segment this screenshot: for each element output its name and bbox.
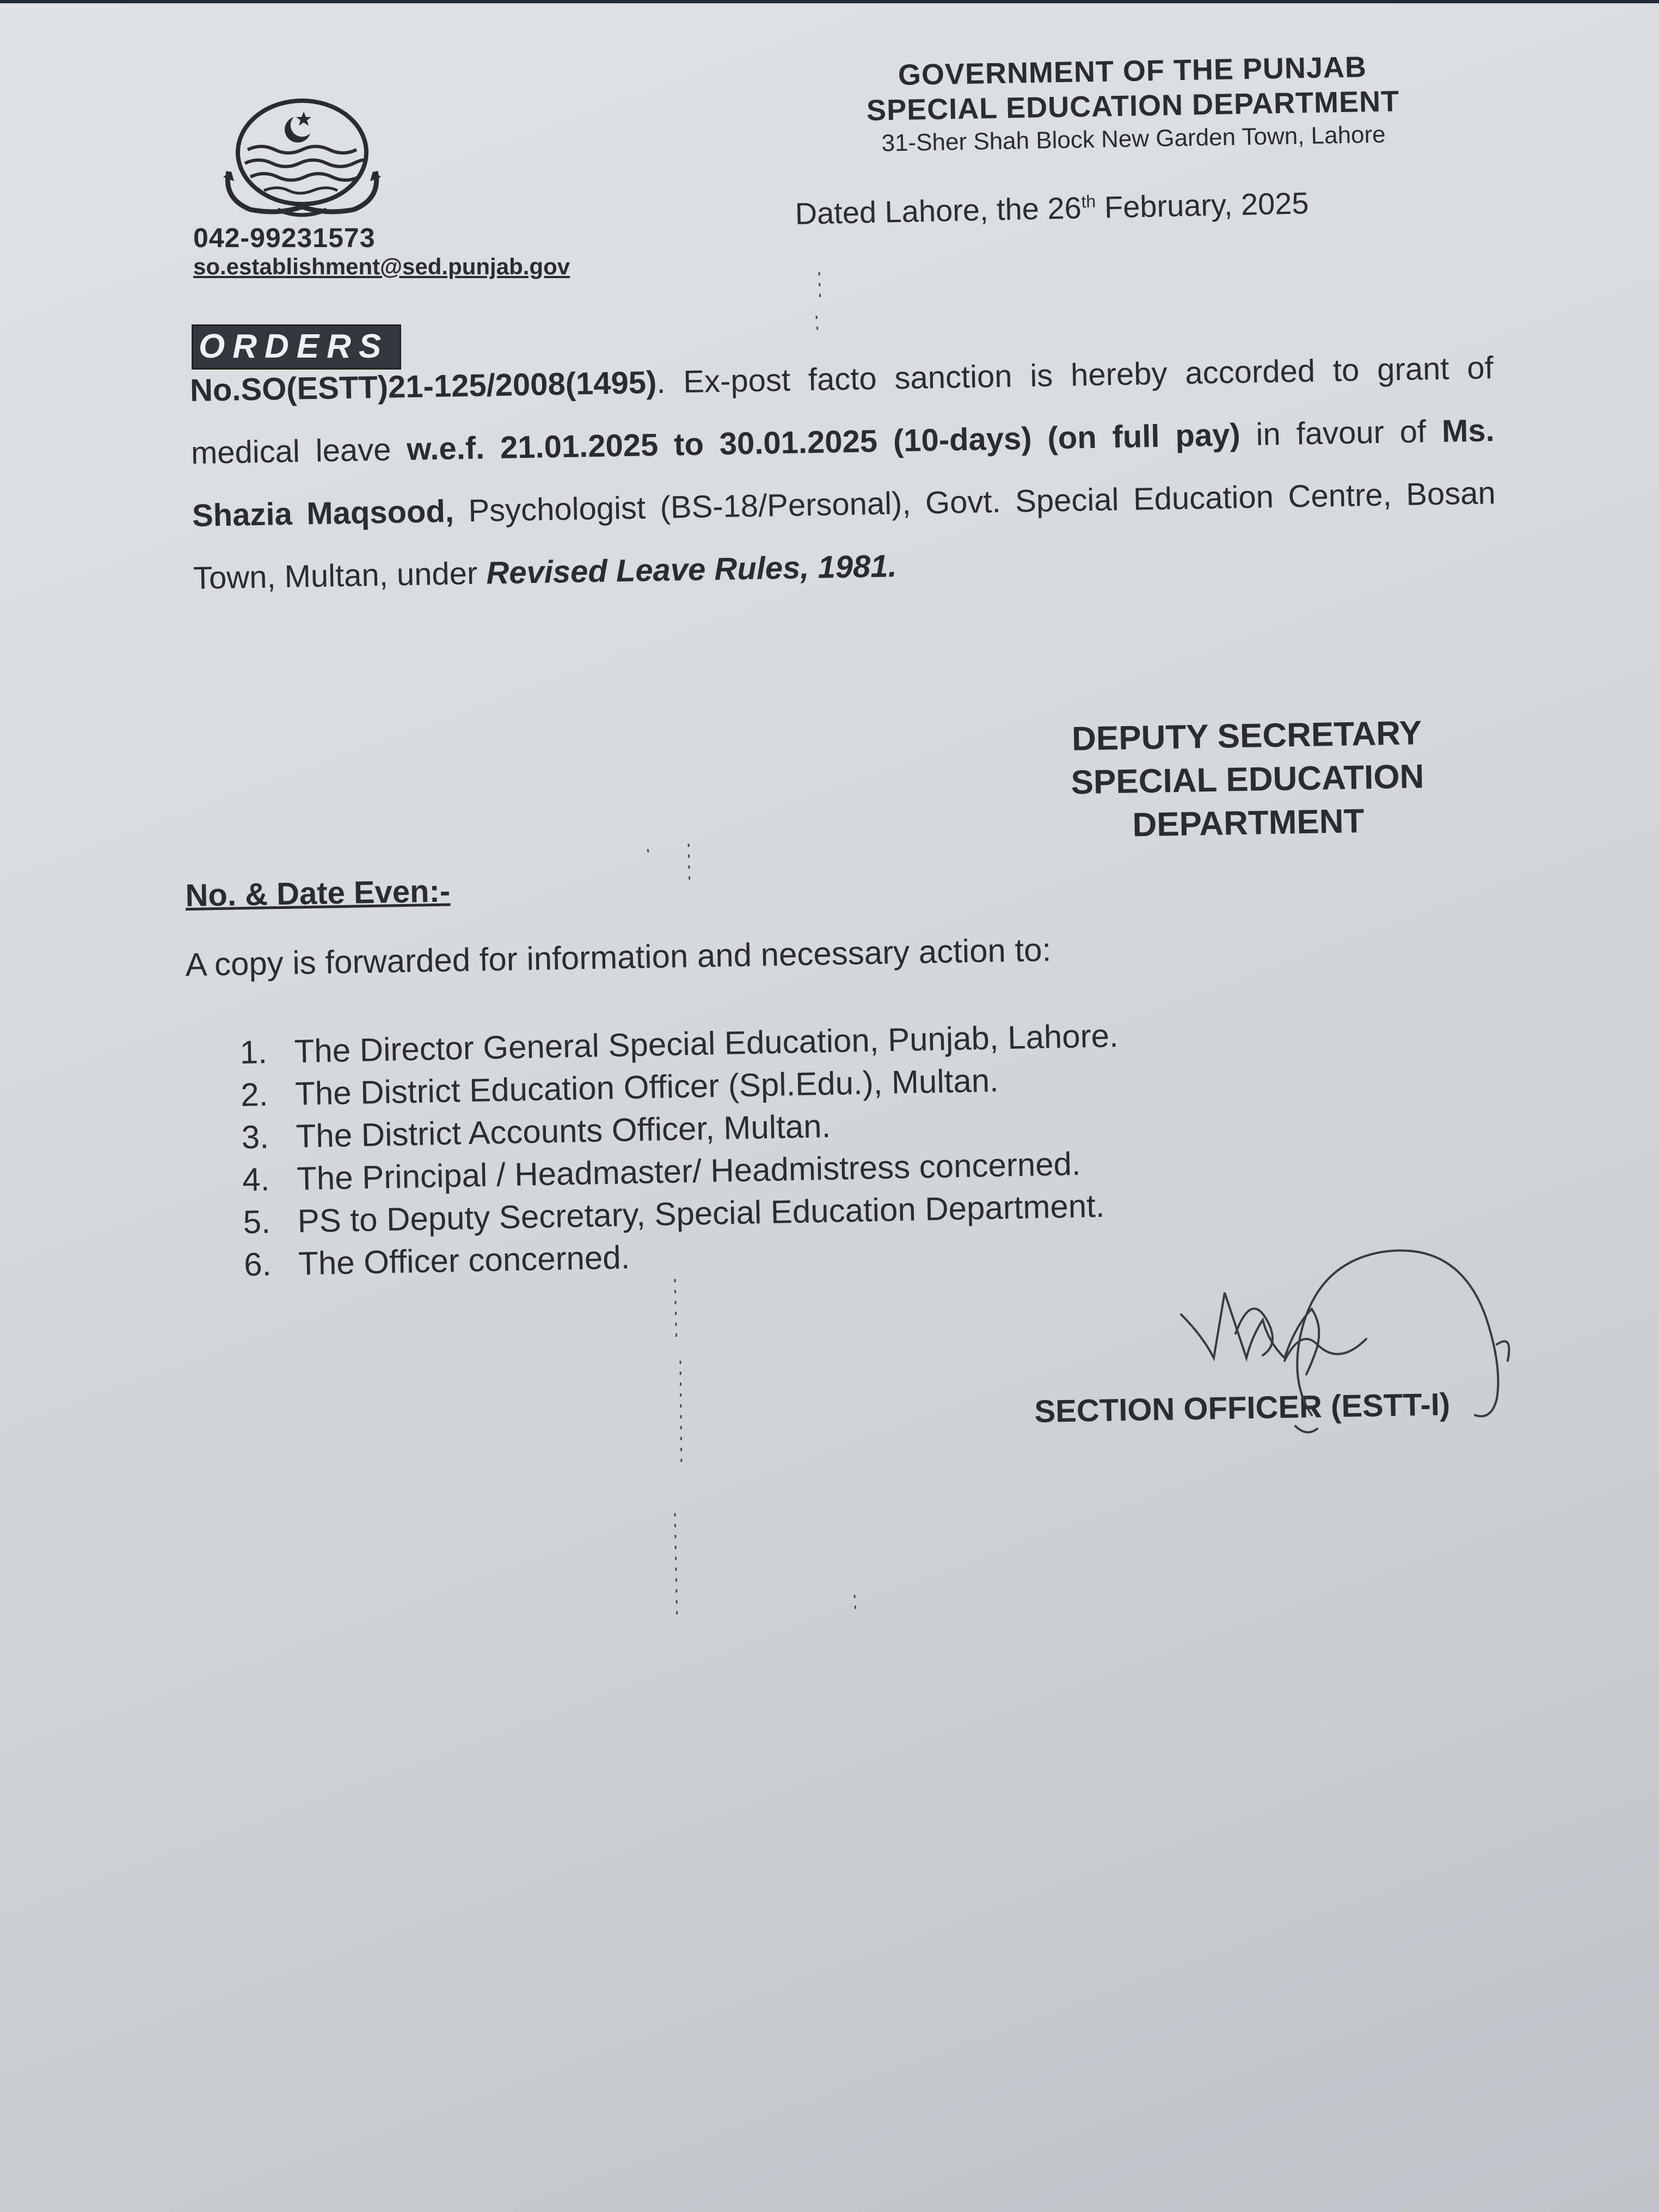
recipients-list	[239, 1015, 1123, 1286]
deputy-secretary-signatory	[1023, 711, 1472, 849]
signatory-line-1: DEPUTY SECRETARY	[1071, 714, 1422, 758]
list-text: The Director General Special Education, Punjab, Lahore.	[294, 1017, 1119, 1070]
order-paragraph	[189, 336, 1497, 610]
list-text: The District Education Officer (Spl.Edu.), Multan.	[294, 1062, 999, 1113]
forward-text: A copy is forwarded for information and necessary action to:	[185, 931, 1052, 983]
punjab-emblem-logo	[207, 90, 397, 226]
list-number: 2.	[240, 1076, 268, 1113]
government-title: GOVERNMENT OF THE PUNJAB	[898, 51, 1367, 92]
letterhead-header	[778, 47, 1488, 161]
list-number: 3.	[241, 1119, 269, 1156]
email-link[interactable]: so.establishment@sed.punjab.gov	[193, 254, 570, 279]
department-address: 31-Sher Shah Block New Garden Town, Lahore	[881, 121, 1386, 157]
order-text-1: . Ex-post facto sanction is hereby accorded to grant of medical leave	[191, 350, 1494, 471]
list-number: 4.	[242, 1160, 270, 1198]
orders-heading: ORDERS	[192, 324, 401, 370]
signatory-line-2: SPECIAL EDUCATION	[1071, 758, 1424, 802]
employee-name: Ms. Shazia Maqsood,	[192, 413, 1495, 533]
list-number: 5.	[243, 1203, 271, 1240]
leave-rules: Revised Leave Rules, 1981.	[486, 548, 898, 591]
date-line	[795, 185, 1309, 231]
list-number: 6.	[243, 1245, 272, 1283]
list-text: The Officer concerned.	[298, 1239, 630, 1282]
date-prefix: Dated Lahore, the 26	[795, 190, 1082, 231]
even-heading: No. & Date Even:-	[185, 873, 451, 913]
list-text: PS to Deputy Secretary, Special Education Department.	[297, 1187, 1105, 1240]
signatory-line-3: DEPARTMENT	[1132, 802, 1365, 844]
list-number: 1.	[239, 1034, 268, 1071]
leave-period: w.e.f. 21.01.2025 to 30.01.2025 (10-days) (on full pay)	[406, 417, 1241, 468]
order-number: No.SO(ESTT)21-125/2008(1495)	[189, 365, 657, 408]
order-text-2: in favour of	[1240, 413, 1442, 453]
handwritten-signature	[1170, 1197, 1540, 1470]
list-text: The District Accounts Officer, Multan.	[296, 1108, 831, 1155]
date-rest: February, 2025	[1095, 186, 1310, 225]
list-text: The Principal / Headmaster/ Headmistress concerned.	[296, 1145, 1082, 1197]
order-text-3: Psychologist (BS-18/Personal), Govt. Special Education Centre, Bosan Town, Multan, under	[193, 475, 1496, 596]
phone-number: 042-99231573	[193, 223, 376, 253]
section-officer-signatory: SECTION OFFICER (ESTT-I)	[1034, 1386, 1451, 1429]
department-title: SPECIAL EDUCATION DEPARTMENT	[866, 85, 1400, 127]
date-ordinal: th	[1081, 191, 1096, 212]
top-edge	[0, 0, 1659, 3]
